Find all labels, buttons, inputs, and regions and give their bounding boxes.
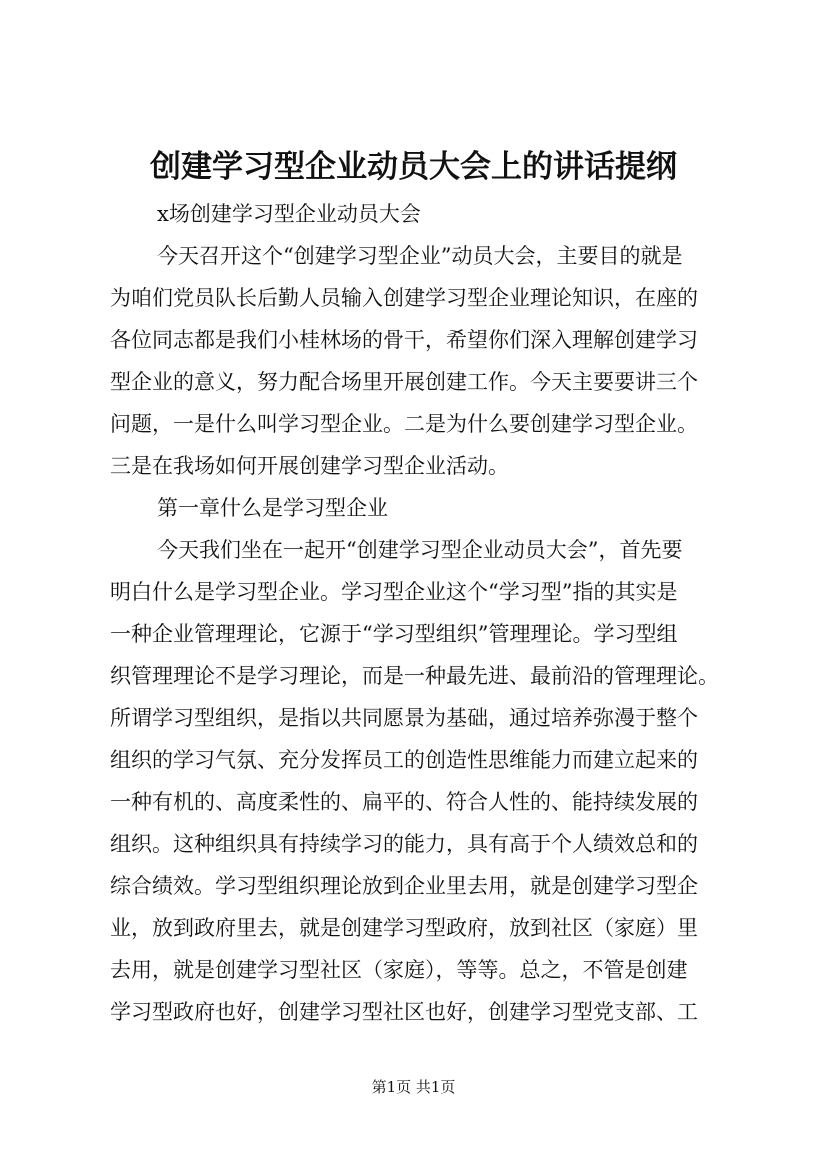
paragraph-line: 明白什么是学习型企业。学习型企业这个“学习型”指的其实是 (110, 580, 678, 604)
paragraph-line: 所谓学习型组织，是指以共同愿景为基础，通过培养弥漫于整个 (110, 706, 698, 730)
paragraph-line: 业，放到政府里去，就是创建学习型政府，放到社区（家庭）里 (110, 916, 698, 940)
page-number-footer: 第1页 共1页 (371, 1078, 456, 1096)
paragraph-line: 组织的学习气氛、充分发挥员工的创造性思维能力而建立起来的 (110, 748, 698, 772)
paragraph-line: 今天我们坐在一起开“创建学习型企业动员大会”，首先要 (157, 538, 683, 562)
paragraph-line: 去用，就是创建学习型社区（家庭），等等。总之，不管是创建 (110, 958, 688, 982)
paragraph-line: 一种有机的、高度柔性的、扁平的、符合人性的、能持续发展的 (110, 790, 698, 814)
paragraph-line: 学习型政府也好，创建学习型社区也好，创建学习型党支部、工 (110, 1000, 698, 1024)
paragraph-line: 今天召开这个“创建学习型企业”动员大会，主要目的就是 (157, 244, 683, 268)
subtitle-line: x场创建学习型企业动员大会 (157, 202, 421, 226)
paragraph-line: 三是在我场如何开展创建学习型企业活动。 (110, 454, 509, 478)
section-heading: 第一章什么是学习型企业 (157, 496, 388, 520)
paragraph-line: 型企业的意义，努力配合场里开展创建工作。今天主要要讲三个 (110, 370, 698, 394)
paragraph-line: 综合绩效。学习型组织理论放到企业里去用，就是创建学习型企 (110, 874, 698, 898)
paragraph-line: 问题，一是什么叫学习型企业。二是为什么要创建学习型企业。 (110, 412, 698, 436)
paragraph-line: 织管理理论不是学习理论，而是一种最先进、最前沿的管理理论。 (110, 664, 719, 688)
paragraph-line: 一种企业管理理论，它源于“学习型组织”管理理论。学习型组 (110, 622, 678, 646)
paragraph-line: 组织。这种组织具有持续学习的能力，具有高于个人绩效总和的 (110, 832, 698, 856)
paragraph-line: 各位同志都是我们小桂林场的骨干，希望你们深入理解创建学习 (110, 328, 698, 352)
document-title: 创建学习型企业动员大会上的讲话提纲 (150, 149, 677, 185)
paragraph-line: 为咱们党员队长后勤人员输入创建学习型企业理论知识，在座的 (110, 286, 698, 310)
